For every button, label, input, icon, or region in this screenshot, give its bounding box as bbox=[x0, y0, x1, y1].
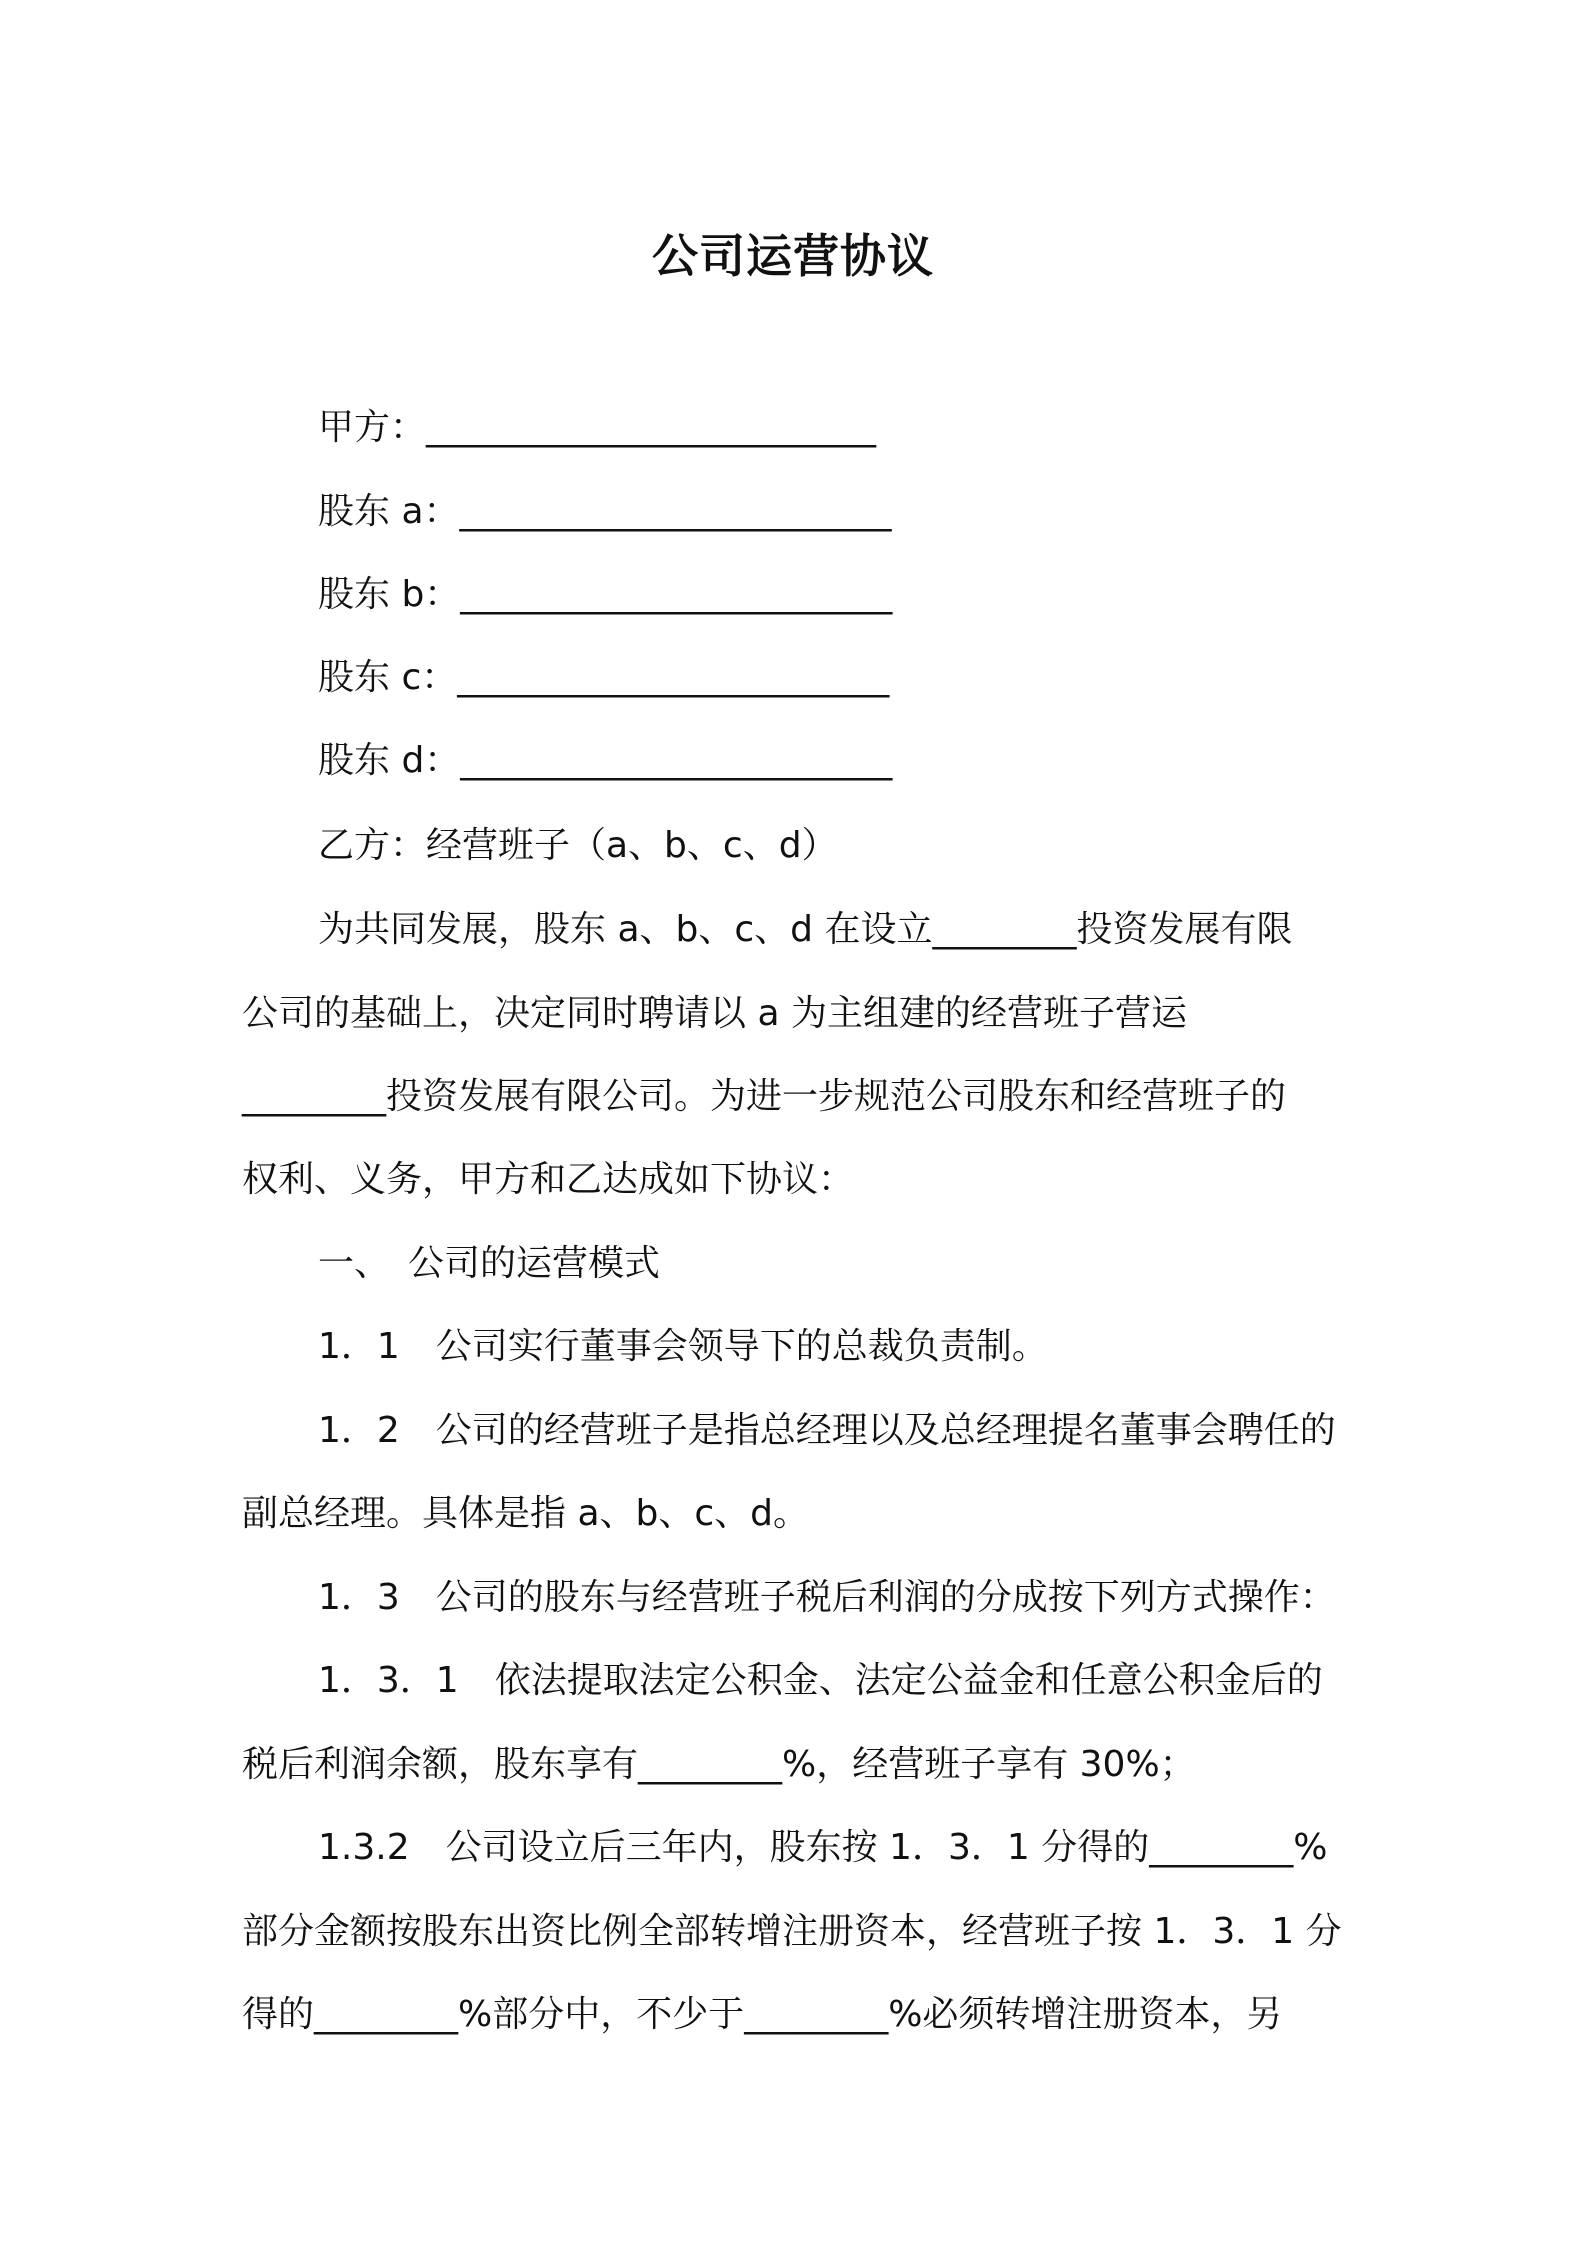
party-b-line: 乙方：经营班子（a、b、c、d） bbox=[318, 825, 838, 866]
document-title: 公司运营协议 bbox=[652, 229, 934, 283]
preamble-line-3: ________投资发展有限公司。为进一步规范公司股东和经营班子的 bbox=[242, 1076, 1287, 1117]
shareholder-a-line: 股东 a：________________________ bbox=[318, 491, 892, 532]
section-1-heading: 一、 公司的运营模式 bbox=[318, 1243, 661, 1284]
clause-1-3: 1．3 公司的股东与经营班子税后利润的分成按下列方式操作： bbox=[318, 1577, 1336, 1618]
preamble-line-1: 为共同发展，股东 a、b、c、d 在设立________投资发展有限 bbox=[318, 909, 1293, 950]
shareholder-c-line: 股东 c：________________________ bbox=[318, 657, 890, 698]
clause-1-2-line-1: 1．2 公司的经营班子是指总经理以及总经理提名董事会聘任的 bbox=[318, 1410, 1336, 1451]
clause-1-3-2-line-2: 部分金额按股东出资比例全部转增注册资本，经营班子按 1．3．1 分 bbox=[242, 1911, 1342, 1952]
clause-1-1: 1．1 公司实行董事会领导下的总裁负责制。 bbox=[318, 1326, 1048, 1367]
clause-1-3-2-line-3: 得的________%部分中，不少于________%必须转增注册资本，另 bbox=[242, 1994, 1283, 2035]
clause-1-3-1-line-2: 税后利润余额，股东享有________%，经营班子享有 30%； bbox=[242, 1744, 1196, 1785]
shareholder-d-line: 股东 d：________________________ bbox=[318, 740, 893, 781]
preamble-line-2: 公司的基础上，决定同时聘请以 a 为主组建的经营班子营运 bbox=[242, 993, 1187, 1034]
clause-1-3-1-line-1: 1．3．1 依法提取法定公积金、法定公益金和任意公积金后的 bbox=[318, 1660, 1323, 1701]
shareholder-b-line: 股东 b：________________________ bbox=[318, 574, 893, 615]
clause-1-3-2-line-1: 1.3.2 公司设立后三年内，股东按 1．3．1 分得的________% bbox=[318, 1827, 1328, 1868]
party-a-line: 甲方：_________________________ bbox=[318, 407, 877, 448]
preamble-line-4: 权利、义务，甲方和乙达成如下协议： bbox=[242, 1159, 855, 1200]
clause-1-2-line-2: 副总经理。具体是指 a、b、c、d。 bbox=[242, 1493, 810, 1534]
